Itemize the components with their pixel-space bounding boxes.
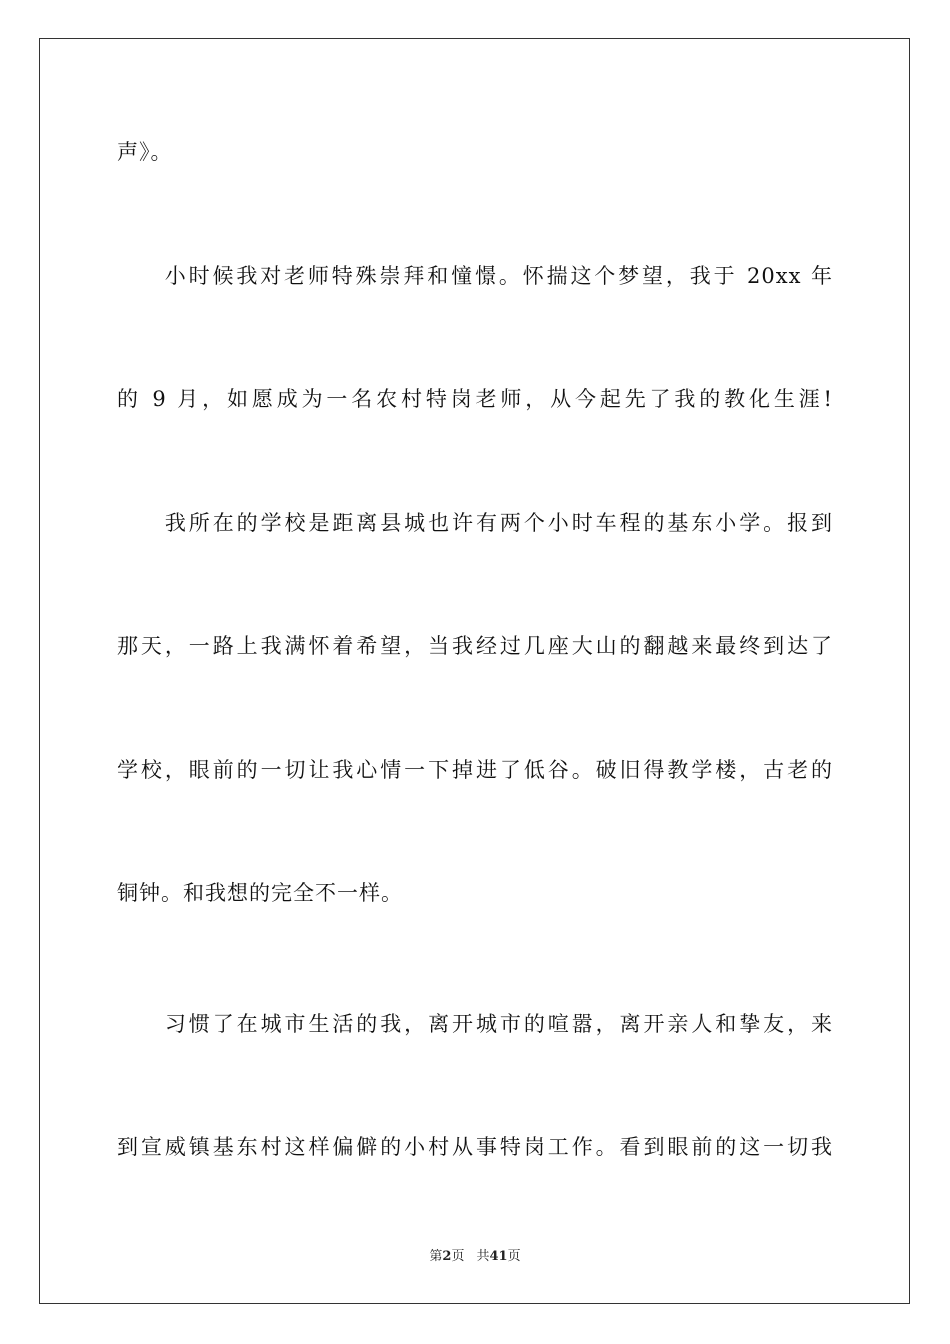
page-prefix: 第 [429, 1249, 443, 1264]
text-line-3: 的 9 月，如愿成为一名农村特岗老师，从今起先了我的教化生涯! [117, 387, 833, 411]
text-line-6: 学校，眼前的一切让我心情一下掉进了低谷。破旧得教学楼，古老的 [117, 758, 833, 782]
page-total: 41 [489, 1249, 508, 1264]
text-line-7: 铜钟。和我想的完全不一样。 [117, 881, 403, 905]
text-line-1: 声》。 [117, 140, 173, 164]
page-border [39, 38, 910, 1304]
total-prefix: 共 [476, 1249, 490, 1264]
page-current: 2 [442, 1249, 452, 1264]
text-line-5: 那天，一路上我满怀着希望，当我经过几座大山的翻越来最终到达了 [117, 634, 833, 658]
total-suffix: 页 [507, 1249, 521, 1264]
page-footer [0, 1248, 950, 1266]
text-line-4: 我所在的学校是距离县城也许有两个小时车程的基东小学。报到 [117, 511, 833, 535]
text-line-9: 到宣威镇基东村这样偏僻的小村从事特岗工作。看到眼前的这一切我 [117, 1135, 833, 1159]
text-line-8: 习惯了在城市生活的我，离开城市的喧嚣，离开亲人和挚友，来 [117, 1012, 833, 1036]
page-suffix: 页 [451, 1249, 465, 1264]
text-line-2: 小时候我对老师特殊崇拜和憧憬。怀揣这个梦望，我于 20xx 年 [117, 264, 833, 288]
